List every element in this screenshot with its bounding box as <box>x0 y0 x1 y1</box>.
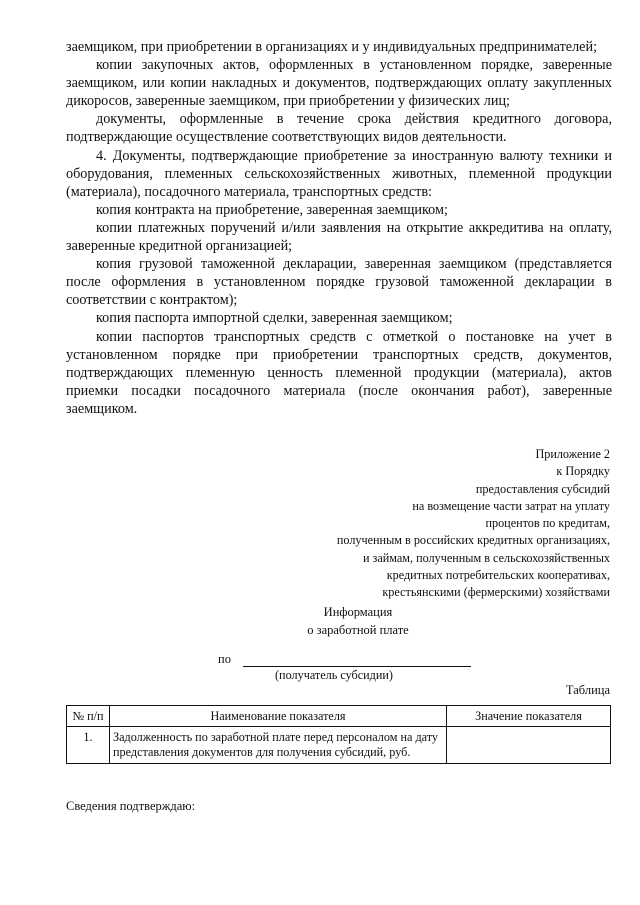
confirmation-text: Сведения подтверждаю: <box>66 799 196 813</box>
appendix-line: Приложение 2 <box>535 447 610 461</box>
appendix-line: на возмещение части затрат на уплату <box>412 498 610 513</box>
table-header-row <box>67 706 611 727</box>
appendix-line: и займам, полученным в сельскохозяйственных <box>362 550 610 565</box>
appendix-line: к Порядку <box>556 464 610 479</box>
paragraph: копии платежных поручений и/или заявления на открытие аккредитива на оплату, заверенные кредитной организацией; <box>66 219 612 255</box>
appendix-line: предоставления субсидий <box>475 481 610 496</box>
paragraph: копии паспортов транспортных средств с отметкой о постановке на учет в установленном порядке при приобретении транспортных средств, документов, подтверждающих племенную ценность племенной продукции (материала), актов приемки посадки посадочного материала (после окончания работ), заверенные заемщиком. <box>66 328 612 417</box>
table-row <box>67 727 611 764</box>
paragraph: копия грузовой таможенной декларации, заверенная заемщиком (представляется после оформления в установленном порядке грузовой таможенной декларации в соответствии с контрактом); <box>66 256 612 309</box>
header-num: № п/п <box>67 706 110 727</box>
cell-num: 1. <box>67 727 110 764</box>
appendix-header <box>280 446 610 602</box>
cell-name: Задолженность по заработной плате перед персоналом на дату представления документов для получения субсидий, руб. <box>110 727 447 764</box>
document-body <box>66 38 612 418</box>
appendix-line: крестьянскими (фермерскими) хозяйствами <box>382 585 610 600</box>
appendix-line: процентов по кредитам, <box>485 516 610 531</box>
paragraph: копия контракта на приобретение, заверенная заемщиком; <box>96 201 448 218</box>
header-value: Значение показателя <box>447 706 611 727</box>
paragraph: документы, оформленные в течение срока действия кредитного договора, подтверждающие осуществление соответствующих видов деятельности. <box>66 111 612 146</box>
recipient-prefix: по <box>218 652 231 666</box>
cell-value <box>447 727 611 764</box>
paragraph: копии закупочных актов, оформленных в установленном порядке, заверенные заемщиком, или копии накладных и документов, подтверждающих оплату закупленных дикоросов, заверенные заемщиком, при приобретении у физических лиц; <box>66 57 612 110</box>
info-subtitle: о заработной плате <box>307 623 409 637</box>
header-name: Наименование показателя <box>110 706 447 727</box>
recipient-caption: (получатель субсидии) <box>275 668 393 682</box>
salary-info-table <box>66 705 611 764</box>
paragraph: 4. Документы, подтверждающие приобретение за иностранную валюту техники и оборудования, племенных сельскохозяйственных животных, племенной продукции (материала), посадочного материала, транспортных средств: <box>66 147 612 200</box>
info-title: Информация <box>323 605 393 619</box>
recipient-blank-line <box>243 652 471 667</box>
appendix-line: полученным в российских кредитных организациях, <box>336 533 610 548</box>
appendix-line: кредитных потребительских кооперативах, <box>386 568 610 583</box>
table-label: Таблица <box>565 683 610 697</box>
recipient-row <box>218 652 471 667</box>
paragraph: заемщиком, при приобретении в организациях и у индивидуальных предпринимателей; <box>66 39 598 55</box>
paragraph: копия паспорта импортной сделки, заверенная заемщиком; <box>96 310 453 327</box>
